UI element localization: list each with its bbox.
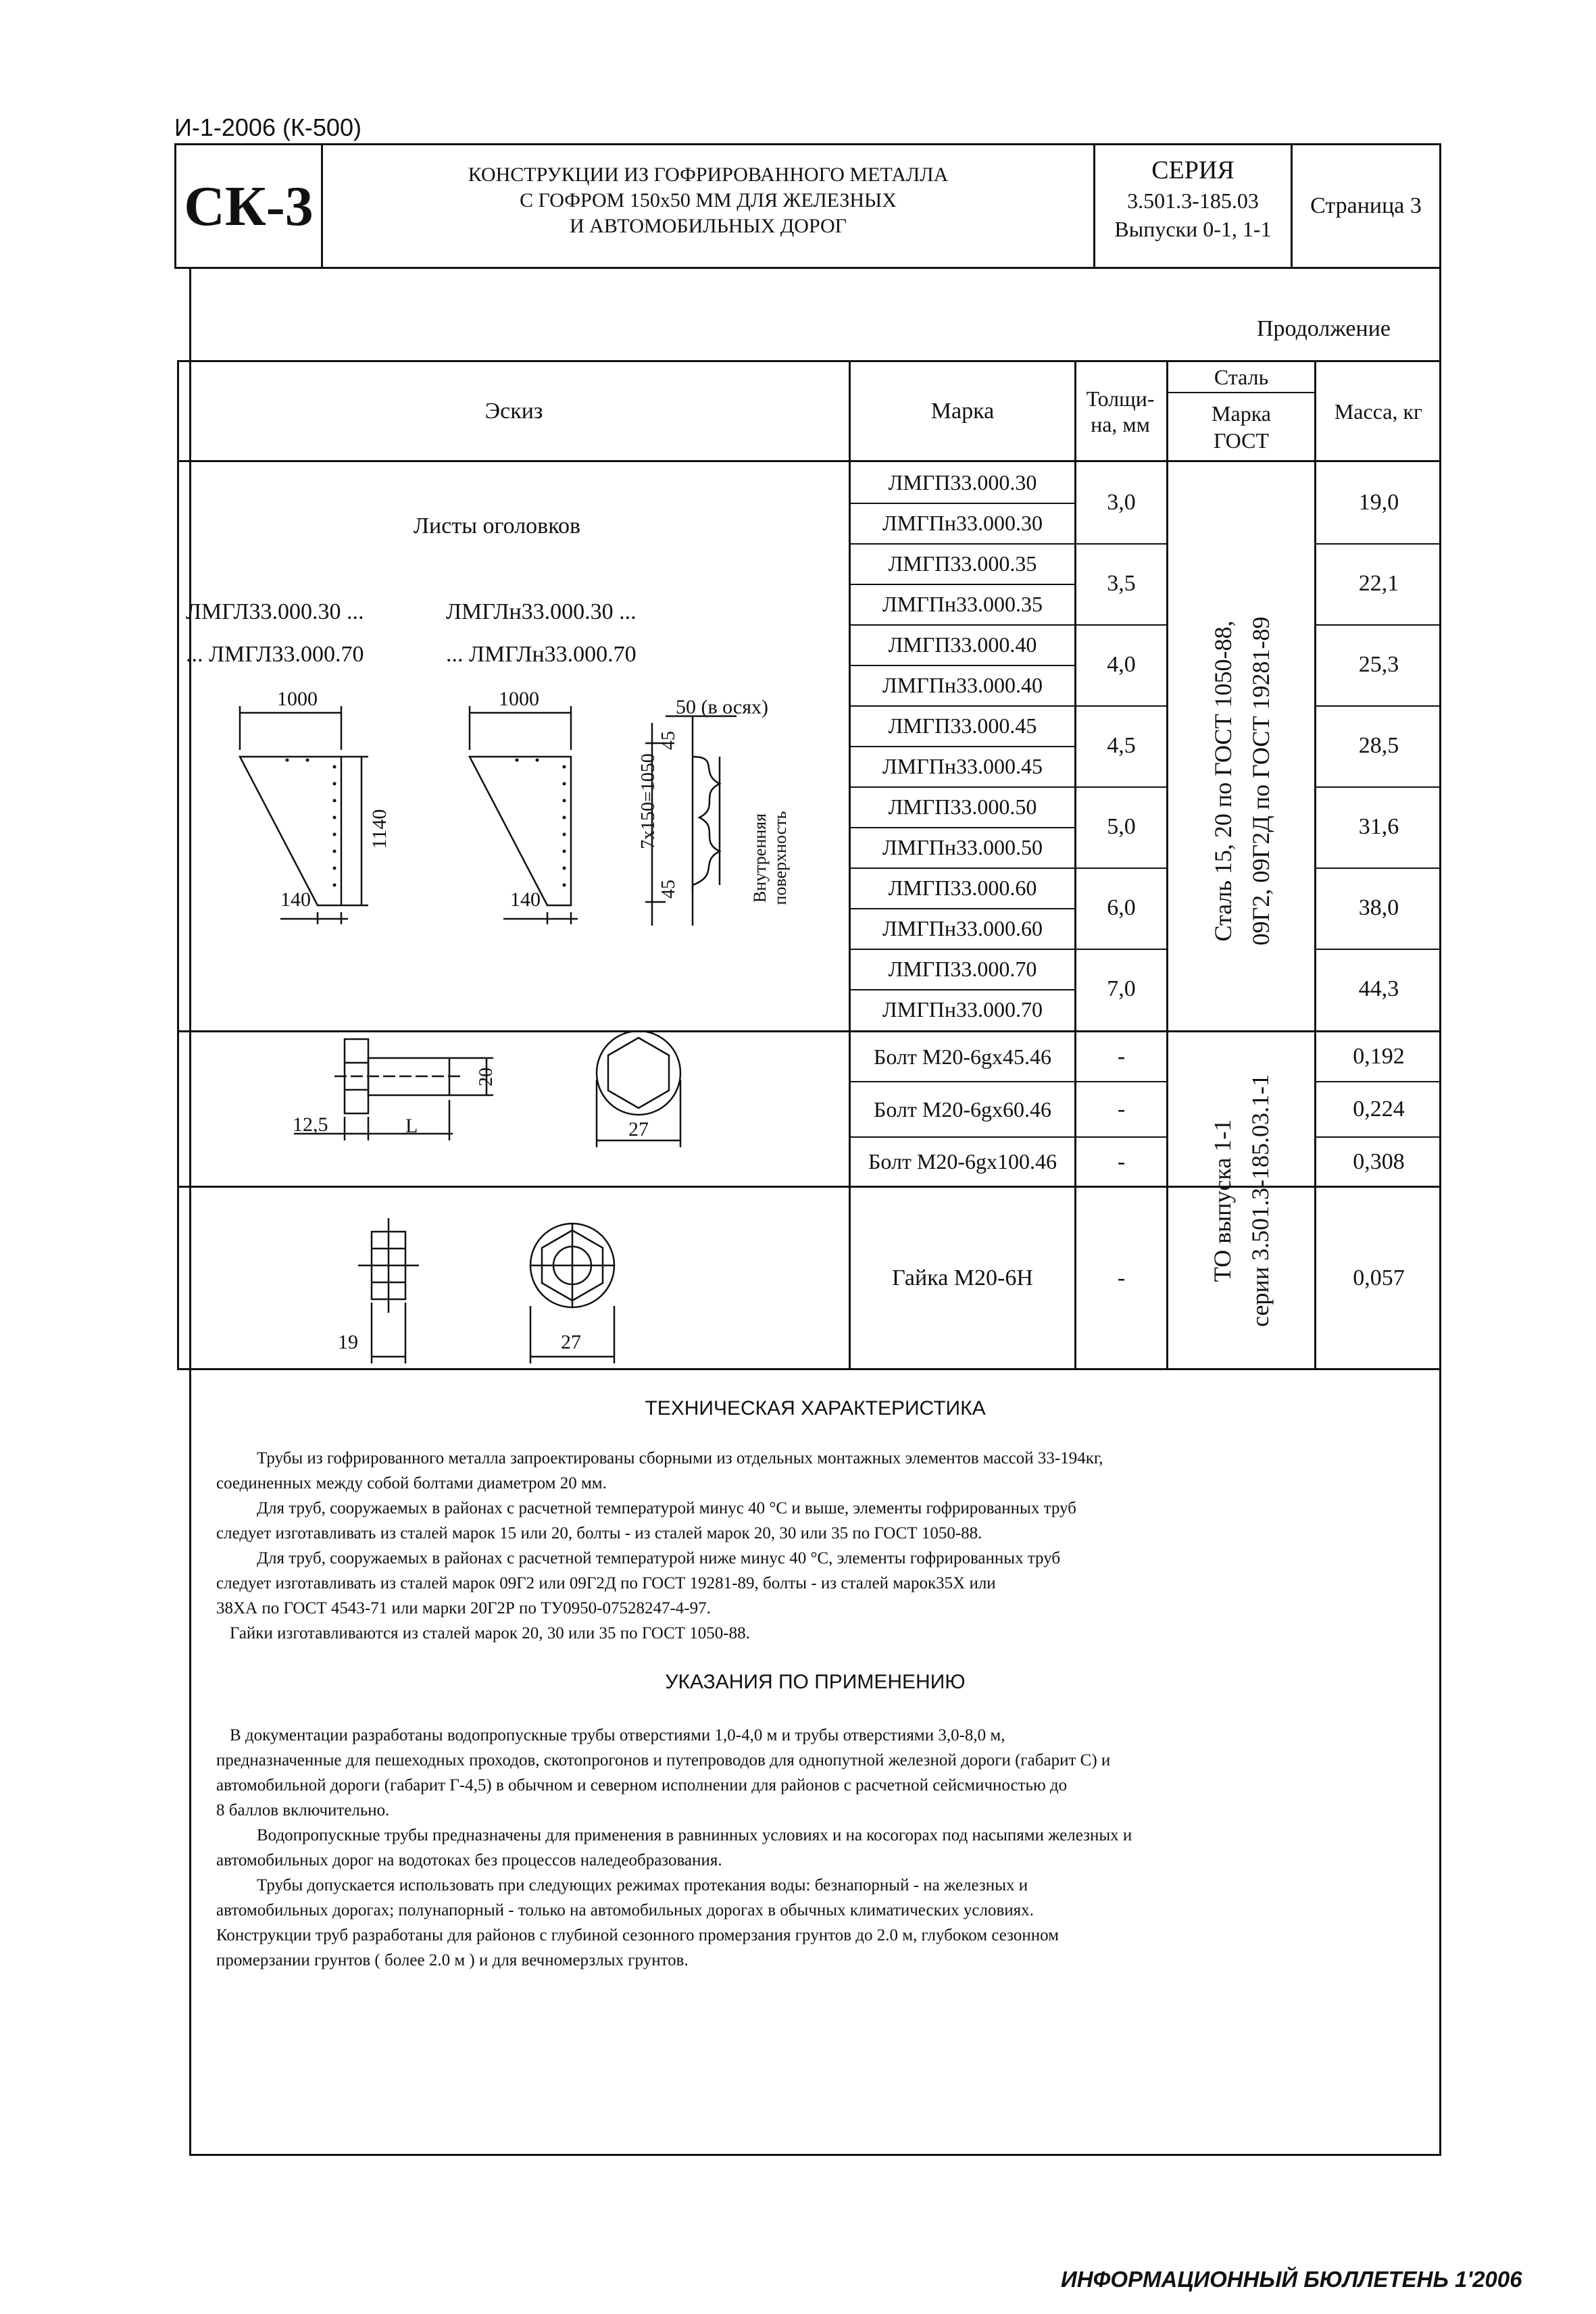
usage-title: УКАЗАНИЯ ПО ПРИМЕНЕНИЮ [665,1671,966,1693]
col-header-mass: Масса, кг [1334,399,1423,424]
dim-1000: 1000 [277,688,318,710]
dim-1000: 1000 [499,688,539,710]
sheet-mark-north: ЛМГПн33.000.30 [882,510,1043,535]
title-line: И АВТОМОБИЛЬНЫХ ДОРОГ [569,215,847,237]
dim-12-5: 12,5 [293,1113,328,1136]
sheet-thickness: 6,0 [1107,895,1136,920]
series-label: СЕРИЯ [1151,156,1235,184]
dim-19: 19 [338,1331,358,1353]
text-line: 38ХА по ГОСТ 4543-71 или марки 20Г2Р по ТУ0950-07528247-4-97. [216,1599,711,1617]
text-line: Водопропускные трубы предназначены для применения в равнинных условиях и на косогорах под насыпями железных и [257,1826,1132,1844]
sheet-thickness: 3,5 [1107,571,1136,596]
steel-line: 09Г2, 09Г2Д по ГОСТ 19281-89 [1247,616,1274,946]
bolt-mark: Болт М20-6gx45.46 [873,1044,1051,1069]
nut-thickness: - [1117,1265,1126,1290]
inner-surface-label: Внутренняя поверхность [750,811,790,905]
dim-1050: 7x150=1050 [638,753,659,849]
text-line: предназначенные для пешеходных проходов, скотопрогонов и путепроводов для однопутной железной дороги (габарит С) и [216,1751,1111,1769]
nut-mass: 0,057 [1353,1265,1405,1290]
text-line: автомобильных дорогах; полунапорный - только на автомобильных дорогах в обычных климатических условиях. [216,1901,1034,1919]
sheet-thickness: 4,5 [1107,733,1136,758]
sheet-mark-north: ЛМГПн33.000.40 [882,672,1043,697]
document-title [323,162,1093,239]
sheet-shape [240,757,341,905]
series-cell [1095,154,1291,243]
sketch-label-left: ... ЛМГЛ33.000.70 [186,642,364,667]
dim-45: 45 [658,880,679,899]
sheet-mass: 31,6 [1358,814,1399,839]
sheet-mass: 25,3 [1358,652,1399,677]
sheet-mass: 38,0 [1358,895,1399,920]
dim-27: 27 [561,1331,581,1353]
dim-140: 140 [510,888,541,911]
col-header-steel: Сталь [1214,364,1269,389]
sheet-mark-north: ЛМГПн33.000.70 [882,997,1043,1022]
bolt-thickness: - [1117,1097,1126,1122]
bolt-sketch [179,1032,848,1186]
sheet-mark-north: ЛМГПн33.000.45 [882,753,1043,778]
steel-line: серии 3.501.3-185.03.1-1 [1247,1074,1274,1327]
continuation-label: Продолжение [1257,316,1391,341]
sheet-shape [470,757,571,905]
text-line: следует изготавливать из сталей марок 15 или 20, болты - из сталей марок 20, 30 или 35 по ГОСТ 1050-88. [216,1524,982,1542]
text-line: 8 баллов включительно. [216,1801,390,1819]
sheet-mark: ЛМГП33.000.70 [888,956,1037,981]
nut-mark: Гайка М20-6Н [892,1265,1033,1290]
sheets-title: Листы оголовков [414,513,581,538]
sheet-thickness: 4,0 [1107,652,1136,677]
usage-text [216,1723,1432,1973]
sheet-thickness: 7,0 [1107,976,1136,1001]
sheet-thickness: 3,0 [1107,490,1136,515]
sketch-label-left: ЛМГЛ33.000.30 ... [186,599,364,624]
sheet-mass: 19,0 [1358,490,1399,515]
document-reference: И-1-2006 (К-500) [174,114,361,141]
title-line: С ГОФРОМ 150х50 ММ ДЛЯ ЖЕЛЕЗНЫХ [520,189,897,211]
sheet-mark: ЛМГП33.000.45 [888,713,1037,738]
dim-27: 27 [628,1118,649,1140]
steel-line: Сталь 15, 20 по ГОСТ 1050-88, [1210,620,1237,942]
tech-text [216,1446,1432,1646]
dim-45: 45 [658,731,679,750]
col-header-steel-gost: Марка ГОСТ [1212,401,1271,453]
dim-L: L [405,1115,418,1137]
bolt-mass: 0,224 [1353,1097,1405,1122]
text-line: Трубы допускается использовать при следующих режимах протекания воды: безнапорный - на железных и [257,1876,1028,1894]
series-number: 3.501.3-185.03 [1127,188,1259,213]
dim-140: 140 [280,888,311,911]
sheet-mark: ЛМГП33.000.40 [888,632,1037,657]
sheet-mark-north: ЛМГПн33.000.35 [882,591,1043,616]
sheet-mass: 22,1 [1358,571,1399,596]
sheet-thickness: 5,0 [1107,814,1136,839]
text-line: соединенных между собой болтами диаметром 20 мм. [216,1474,607,1492]
drawing-code: СК-3 [184,174,314,238]
bolt-thickness: - [1117,1044,1126,1069]
bolt-mark: Болт М20-6gx60.46 [873,1097,1051,1122]
head-sheet-sketches [179,682,848,1020]
dim-20: 20 [476,1067,497,1086]
sheet-mass: 44,3 [1358,976,1399,1001]
tech-title: ТЕХНИЧЕСКАЯ ХАРАКТЕРИСТИКА [645,1397,986,1419]
nut-sketch [179,1188,848,1368]
bolt-steel-reference [1203,998,1279,1403]
sheet-mark: ЛМГП33.000.30 [888,470,1037,495]
bolt-thickness: - [1117,1149,1126,1174]
text-line: автомобильной дороги (габарит Г-4,5) в обычном и северном исполнении для районов с расчетной сейсмичностью до [216,1776,1068,1794]
page-number: Страница 3 [1310,193,1422,218]
col-header-sketch: Эскиз [484,398,543,424]
text-line: Гайки изготавливаются из сталей марок 20, 30 или 35 по ГОСТ 1050-88. [230,1624,750,1642]
title-line: КОНСТРУКЦИИ ИЗ ГОФРИРОВАННОГО МЕТАЛЛА [468,164,949,186]
footer-bulletin: ИНФОРМАЦИОННЫЙ БЮЛЛЕТЕНЬ 1'2006 [1061,2267,1522,2292]
sketch-label-right: ЛМГЛн33.000.30 ... [446,599,637,624]
text-line: следует изготавливать из сталей марок 09Г2 или 09Г2Д по ГОСТ 19281-89, болты - из сталей марок35Х или [216,1574,996,1592]
sheet-mark: ЛМГП33.000.60 [888,875,1037,900]
text-line: Для труб, сооружаемых в районах с расчетной температурой ниже минус 40 °С, элементы гофрированных труб [257,1549,1061,1567]
series-issues: Выпуски 0-1, 1-1 [1114,217,1272,241]
col-header-mark: Марка [930,398,995,424]
bolt-mark: Болт М20-6gx100.46 [868,1149,1057,1174]
sheet-mark-north: ЛМГПн33.000.60 [882,915,1043,940]
text-line: Конструкции труб разработаны для районов с глубиной сезонного промерзания грунтов до 2.0 м, глубоком сезонном [216,1926,1059,1944]
dim-corrugation-pitch: 50 (в осях) [676,696,769,718]
text-line: В документации разработаны водопропускные трубы отверстиями 1,0-4,0 м и трубы отверстиями 3,0-8,0 м, [230,1726,1005,1744]
text-line: автомобильных дорог на водотоках без процессов наледеобразования. [216,1851,722,1869]
sheet-mark: ЛМГП33.000.35 [888,551,1037,576]
dim-1140: 1140 [368,809,391,849]
sheet-mass: 28,5 [1358,733,1399,758]
bolt-mass: 0,192 [1353,1044,1405,1069]
text-line: промерзании грунтов ( более 2.0 м ) и для вечномерзлых грунтов. [216,1951,689,1969]
sketch-label-right: ... ЛМГЛн33.000.70 [446,642,637,667]
sheet-mark: ЛМГП33.000.50 [888,794,1037,819]
col-header-thickness: Толщи-на, мм [1086,386,1155,436]
text-line: Для труб, сооружаемых в районах с расчетной температурой минус 40 °С и выше, элементы гофрированных труб [257,1499,1076,1517]
bolt-mass: 0,308 [1353,1149,1405,1174]
sheet-mark-north: ЛМГПн33.000.50 [882,834,1043,859]
sheet-steel-grade [1204,558,1280,1004]
text-line: Трубы из гофрированного металла запроектированы сборными из отдельных монтажных элементов массой 33-194кг, [257,1449,1103,1467]
steel-line: ТО выпуска 1-1 [1209,1119,1236,1282]
